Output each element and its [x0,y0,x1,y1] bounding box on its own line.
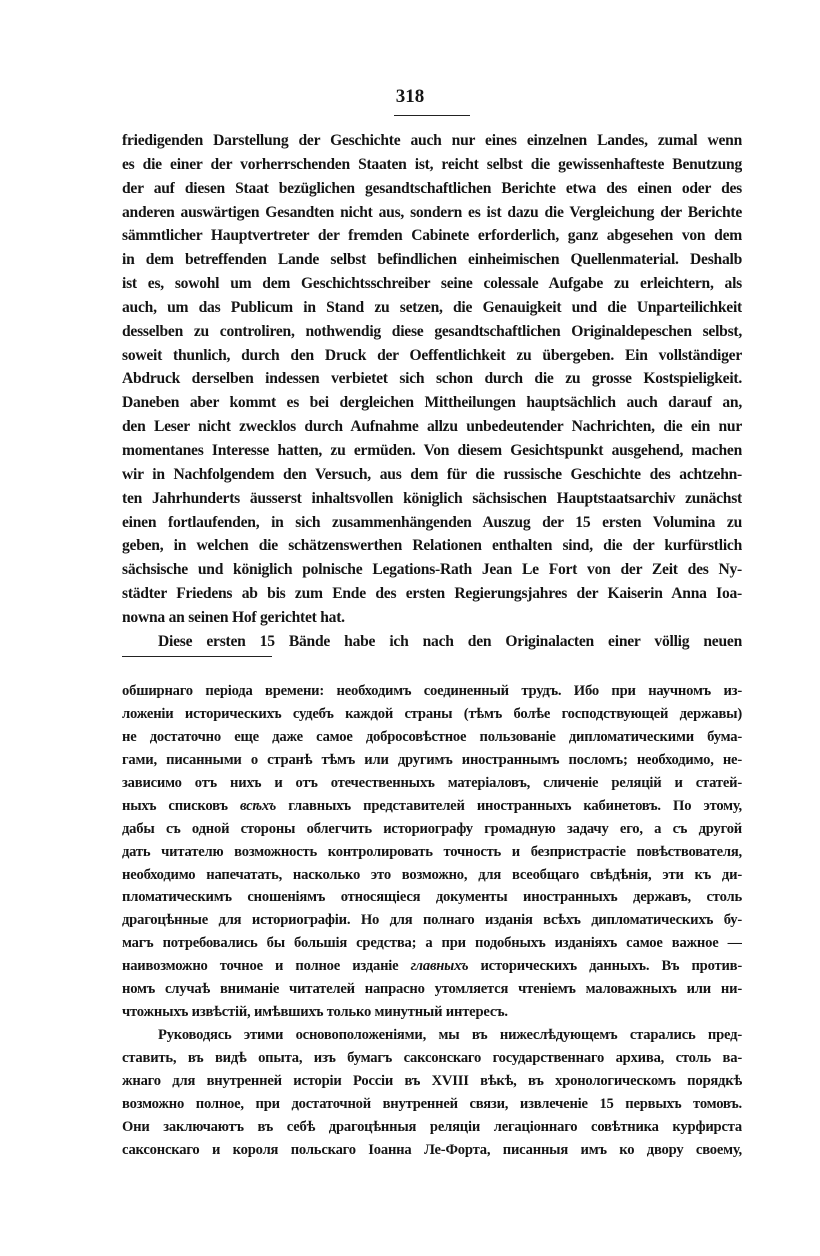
line-text: es die einer der vorherrschenden Staaten ist, reicht selbst die gewissenhafteste Benutzung [122,155,742,173]
line-text: историческихъ данныхъ. Въ против- [468,958,742,975]
line-text: auch, um das Publicum in Stand zu setzen, die Genauigkeit und die Unparteilichkeit [122,298,742,316]
text-line [122,978,742,1001]
text-line [122,772,742,795]
line-text: чтожныхъ извѣстій, имѣвшихъ только минутный интересъ. [122,1004,508,1021]
line-text: den Leser nicht zwecklos durch Aufnahme allzu unbedeutender Nachrichten, die ein nur [122,418,742,436]
text-line [122,630,742,654]
line-text: geben, in welchen die schätzenswerthen Relationen enthalten sind, die der kurfürstlich [122,537,742,555]
line-text: in dem betreffenden Lande selbst befindlichen einheimischen Quellenmaterial. Deshalb [122,251,742,269]
text-line [122,439,742,463]
text-line [122,1070,742,1093]
text-line [122,749,742,772]
text-line [122,818,742,841]
line-text: необходимо напечатать, насколько это возможно, для всеобщаго свѣдѣнія, эти къ ди- [122,866,742,883]
line-text: дать читателю возможность контролировать точность и безпристрастіе повѣствователя, [122,843,742,860]
text-line [122,886,742,909]
line-text: магъ потребовались бы большія средства; а при подобныхъ изданіяхъ самое важное — [122,935,742,952]
line-text: Daneben aber kommt es bei dergleichen Mittheilungen hauptsächlich auch darauf an, [122,394,742,412]
line-text: sämmtlicher Hauptvertreter der fremden Cabinete erforderlich, ganz abgesehen von dem [122,227,742,245]
text-line [122,955,742,978]
text-line [122,703,742,726]
line-text: ставить, въ видѣ опыта, изъ бумагъ саксонскаго государственнаго архива, столь ва- [122,1050,742,1066]
text-line [122,367,742,391]
text-line [122,795,742,818]
line-text: einen fortlaufenden, in sich zusammenhängenden Auszug der 15 ersten Volumina zu [122,513,742,531]
text-line [122,1001,742,1024]
text-line [122,248,742,272]
text-line [122,224,742,248]
line-text: не достаточно еще даже самое добросовѣстное пользованіе дипломатическими бума- [122,728,742,745]
text-line [122,463,742,487]
text-line [122,606,742,630]
line-text: ten Jahrhunderts äusserst inhaltsvollen königlich sächsischen Hauptstaatsarchiv zunächst [122,489,742,507]
line-text: дабы съ одной стороны облегчить историографу громадную задачу его, а съ другой [122,820,742,837]
russian-text-block [122,680,742,1162]
italic-word: главныхъ [410,958,469,975]
text-line [122,487,742,511]
line-text: ныхъ списковъ [122,797,240,814]
line-text: обширнаго періода времени: необходимъ соединенный трудъ. Ибо при научномъ из- [122,683,742,699]
line-text: nowna an seinen Hof gerichtet hat. [122,608,345,626]
text-line [122,511,742,535]
line-text: der auf diesen Staat bezüglichen gesandtschaftlichen Berichte etwa des einen oder des [122,179,742,197]
line-text: зависимо отъ нихъ и отъ отечественныхъ матеріаловъ, сличеніе реляцій и статей- [122,774,742,791]
text-line [122,1024,742,1047]
line-text: саксонскаго и короля польскаго Іоанна Ле-Форта, писанныя имъ ко двору своему, [122,1141,742,1158]
text-line [122,582,742,606]
line-text: Abdruck derselben indessen verbietet sich schon durch die zu grosse Kostspieligkeit. [122,370,742,388]
line-text: пломатическимъ сношеніямъ относящіеся документы иностранныхъ державъ, столь [122,889,742,906]
text-line [122,558,742,582]
line-text: desselben zu controliren, nothwendig diese gesandtschaftlichen Originaldepeschen selbst, [122,322,742,340]
text-line [122,320,742,344]
text-line [122,201,742,225]
text-line [122,296,742,320]
line-text: номъ случаѣ вниманіе читателей напрасно утомляется чтеніемъ маловажныхъ или ни- [122,981,742,998]
line-text: ложеніи историческихъ судебъ каждой страны (тѣмъ болѣе господствующей державы) [122,705,742,722]
line-text: Они заключаютъ въ себѣ драгоцѣнныя реляціи легаціоннаго совѣтника курфирста [122,1118,742,1135]
text-line [122,391,742,415]
line-text: главныхъ представителей иностранныхъ кабинетовъ. По этому, [276,797,742,814]
italic-word: всѣхъ [239,797,277,814]
text-line [122,932,742,955]
line-text: жнаго для внутренней исторіи Россіи въ XVIII вѣкѣ, въ хронологическомъ порядкѣ [122,1072,742,1089]
line-text: возможно полное, при достаточной внутренней связи, извлеченіе 15 первыхъ томовъ. [122,1095,742,1112]
section-divider-rule [122,656,272,657]
line-text: Руководясь этими основоположеніями, мы въ нижеслѣдующемъ старались пред- [158,1027,742,1044]
text-line [122,177,742,201]
text-line [122,864,742,887]
text-line [122,272,742,296]
text-line [122,841,742,864]
text-line [122,1139,742,1162]
text-line [122,1116,742,1139]
page-number: 318 [395,86,425,107]
text-line [122,415,742,439]
line-text: momentanes Interesse hatten, zu ermüden. Von diesem Gesichtspunkt ausgehend, machen [122,441,742,459]
text-line [122,726,742,749]
text-line [122,534,742,558]
text-line [122,1093,742,1116]
text-line [122,1047,742,1070]
line-text: ist es, sowohl um dem Geschichtsschreiber seine colessale Aufgabe zu erleichtern, als [122,275,742,293]
line-text: наивозможно точное и полное изданіе [122,958,411,975]
line-text: anderen auswärtigen Gesandten nicht aus, sondern es ist dazu die Vergleichung der Berichte [122,203,742,221]
line-text: soweit thunlich, durch den Druck der Oeffentlichkeit zu übergeben. Ein vollständiger [122,346,742,364]
line-text: Diese ersten 15 Bände habe ich nach den Originalacten einer völlig neuen [158,632,742,650]
text-line [122,129,742,153]
text-line [122,344,742,368]
line-text: friedigenden Darstellung der Geschichte auch nur eines einzelnen Landes, zumal wenn [122,132,742,149]
line-text: гами, писанными о странѣ тѣмъ или другимъ иностраннымъ посломъ; необходимо, не- [122,751,742,768]
line-text: städter Friedens ab bis zum Ende des ersten Regierungsjahres der Kaiserin Anna Ioa- [122,585,742,603]
text-line [122,680,742,703]
line-text: wir in Nachfolgendem den Versuch, aus dem für die russische Geschichte des achtzehn- [122,465,742,483]
page-number-rule [394,115,470,116]
line-text: sächsische und königlich polnische Legations-Rath Jean Le Fort von der Zeit des Ny- [122,561,742,579]
german-text-block [122,129,742,654]
text-line [122,153,742,177]
line-text: драгоцѣнные для историографіи. Но для полнаго изданія всѣхъ дипломатическихъ бу- [122,912,742,929]
text-line [122,909,742,932]
